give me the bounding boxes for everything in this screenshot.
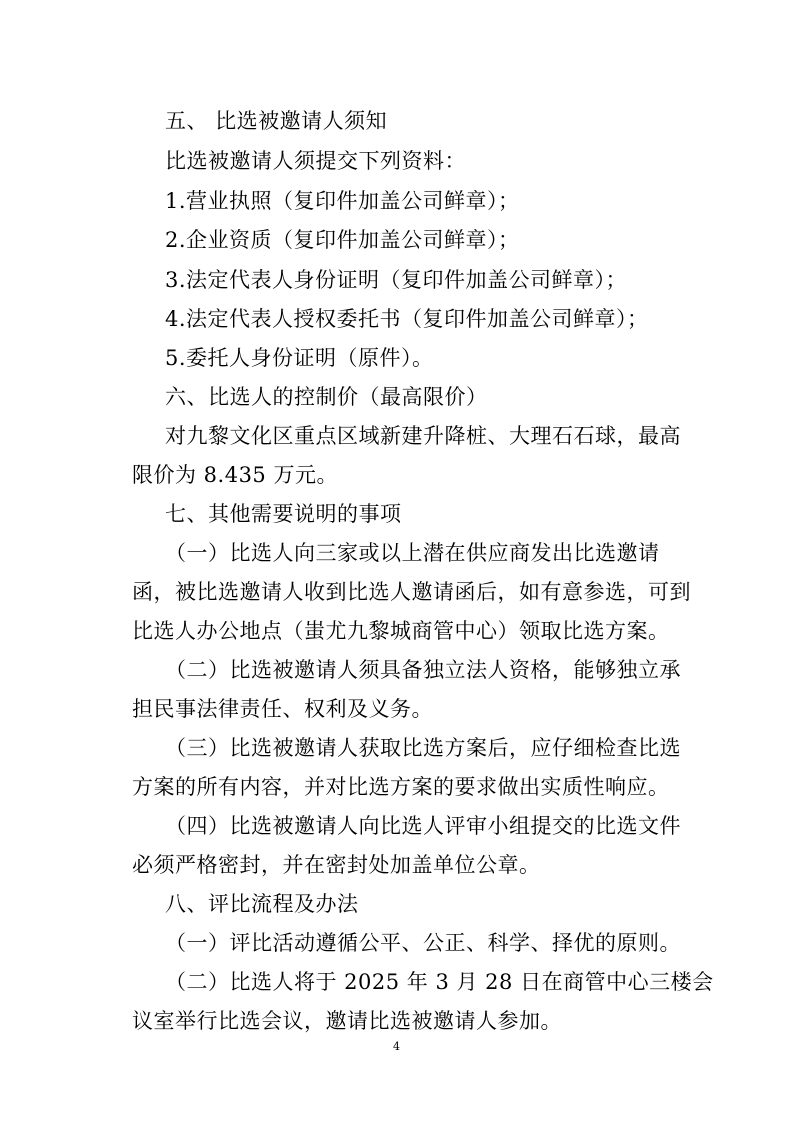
- list-item: 1.营业执照（复印件加盖公司鲜章）；: [165, 189, 520, 213]
- paragraph-line: （四）比选被邀请人向比选人评审小组提交的比选文件: [165, 814, 681, 838]
- page-number: 4: [393, 1040, 400, 1053]
- paragraph-line: 函，被比选邀请人收到比选人邀请函后，如有意参选，可到: [132, 580, 691, 604]
- paragraph-line: 议室举行比选会议，邀请比选被邀请人参加。: [132, 1009, 562, 1033]
- heading-section-5: 五、 比选被邀请人须知: [165, 109, 388, 133]
- paragraph-line: （二）比选人将于 2025 年 3 月 28 日在商管中心三楼会: [165, 970, 714, 994]
- list-item: 2.企业资质（复印件加盖公司鲜章）；: [165, 228, 520, 252]
- paragraph-line: 担民事法律责任、权利及义务。: [132, 697, 433, 721]
- list-item: 5.委托人身份证明（原件）。: [165, 346, 434, 370]
- paragraph-line: 比选人办公地点（蚩尤九黎城商管中心）领取比选方案。: [132, 619, 670, 643]
- paragraph-line: （一）比选人向三家或以上潜在供应商发出比选邀请: [165, 541, 660, 565]
- paragraph-line: 方案的所有内容，并对比选方案的要求做出实质性响应。: [132, 775, 670, 799]
- list-item: 3.法定代表人身份证明（复印件加盖公司鲜章）；: [165, 268, 628, 292]
- paragraph-line: 对九黎文化区重点区域新建升降桩、大理石石球，最高: [165, 424, 681, 448]
- list-item: 4.法定代表人授权委托书（复印件加盖公司鲜章）；: [165, 307, 649, 331]
- paragraph-line: 限价为 8.435 万元。: [132, 463, 338, 487]
- paragraph-line: 必须严格密封，并在密封处加盖单位公章。: [132, 853, 541, 877]
- heading-section-6: 六、比选人的控制价（最高限价）: [165, 385, 488, 409]
- heading-section-7: 七、其他需要说明的事项: [165, 502, 402, 526]
- paragraph-line: 比选被邀请人须提交下列资料：: [165, 149, 466, 173]
- heading-section-8: 八、评比流程及办法: [165, 892, 359, 916]
- paragraph-line: （三）比选被邀请人获取比选方案后，应仔细检查比选: [165, 736, 681, 760]
- paragraph-line: （一）评比活动遵循公平、公正、科学、择优的原则。: [165, 931, 681, 955]
- paragraph-line: （二）比选被邀请人须具备独立法人资格，能够独立承: [165, 658, 681, 682]
